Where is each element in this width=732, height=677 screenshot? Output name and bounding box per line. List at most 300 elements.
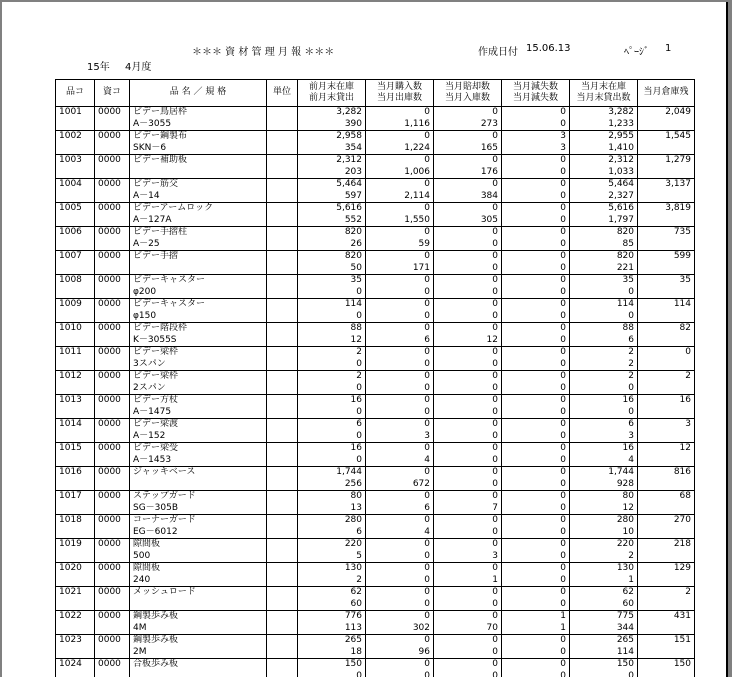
material-code: 0000 xyxy=(95,563,130,587)
item-spec xyxy=(133,599,263,611)
quantity-cell xyxy=(298,275,366,299)
quantity-bottom: 0 xyxy=(628,382,634,393)
table-row xyxy=(56,155,695,179)
quantity-cell xyxy=(366,275,434,299)
quantity-bottom: 59 xyxy=(418,238,430,249)
quantity-top: 2 xyxy=(628,371,634,381)
quantity-top: 1,744 xyxy=(608,467,634,477)
quantity-cell xyxy=(434,563,502,587)
quantity-top: 0 xyxy=(560,659,566,669)
material-code: 0000 xyxy=(95,299,130,323)
unit xyxy=(267,251,298,275)
item-name-spec xyxy=(130,443,267,467)
quantity-bottom: 1 xyxy=(492,574,498,585)
quantity-cell xyxy=(570,299,638,323)
warehouse-remaining: 2 xyxy=(638,371,695,395)
quantity-bottom: 176 xyxy=(480,166,498,177)
table-row xyxy=(56,251,695,275)
unit xyxy=(267,131,298,155)
warehouse-remaining: 68 xyxy=(638,491,695,515)
quantity-cell xyxy=(366,635,434,659)
quantity-cell xyxy=(502,515,570,539)
quantity-bottom: 0 xyxy=(492,646,498,657)
item-name-spec xyxy=(130,371,267,395)
quantity-top: 0 xyxy=(424,563,430,573)
quantity-cell xyxy=(298,611,366,635)
column-header xyxy=(95,80,130,107)
quantity-bottom: 0 xyxy=(628,406,634,417)
material-code: 0000 xyxy=(95,419,130,443)
item-code: 1013 xyxy=(56,395,95,419)
item-spec: A－1453 xyxy=(133,454,172,465)
warehouse-remaining: 129 xyxy=(638,563,695,587)
quantity-bottom: 18 xyxy=(350,646,362,657)
item-spec xyxy=(133,479,263,491)
item-name: ビデー方杖 xyxy=(133,395,179,405)
quantity-top: 0 xyxy=(560,323,566,333)
unit xyxy=(267,467,298,491)
item-spec: φ150 xyxy=(133,310,157,321)
quantity-bottom: 1,550 xyxy=(404,214,430,225)
quantity-cell xyxy=(502,395,570,419)
quantity-bottom: 1,797 xyxy=(608,214,634,225)
quantity-top: 0 xyxy=(492,131,498,141)
quantity-cell xyxy=(502,155,570,179)
quantity-top: 0 xyxy=(424,515,430,525)
quantity-bottom: 6 xyxy=(628,334,634,345)
table-row xyxy=(56,587,695,611)
item-spec: SG－305B xyxy=(133,502,179,513)
quantity-bottom: 0 xyxy=(424,286,430,297)
quantity-cell xyxy=(298,467,366,491)
item-spec: 500 xyxy=(133,550,151,561)
unit xyxy=(267,563,298,587)
quantity-cell xyxy=(502,323,570,347)
quantity-bottom: 0 xyxy=(356,670,362,677)
warehouse-remaining: 2 xyxy=(638,587,695,611)
quantity-bottom: 1,006 xyxy=(404,166,430,177)
quantity-cell xyxy=(366,179,434,203)
quantity-cell xyxy=(502,611,570,635)
warehouse-remaining: 82 xyxy=(638,323,695,347)
column-header-line: 当月減失数 xyxy=(512,93,558,103)
quantity-top: 0 xyxy=(492,515,498,525)
warehouse-remaining: 3,819 xyxy=(638,203,695,227)
quantity-bottom: 256 xyxy=(344,478,362,489)
quantity-cell xyxy=(298,203,366,227)
quantity-bottom: 390 xyxy=(344,118,362,129)
warehouse-remaining: 270 xyxy=(638,515,695,539)
quantity-bottom: 203 xyxy=(344,166,362,177)
quantity-top: 0 xyxy=(492,179,498,189)
column-header-line: 当月出庫数 xyxy=(376,93,422,103)
quantity-top: 1 xyxy=(560,611,566,621)
quantity-bottom: 4 xyxy=(424,526,430,537)
quantity-top: 6 xyxy=(628,419,634,429)
unit xyxy=(267,347,298,371)
item-name-spec xyxy=(130,347,267,371)
quantity-top: 0 xyxy=(492,203,498,213)
quantity-cell xyxy=(298,419,366,443)
item-name: ビデー鳥居枠 xyxy=(133,107,188,117)
quantity-cell xyxy=(298,491,366,515)
quantity-cell xyxy=(366,539,434,563)
quantity-bottom: 0 xyxy=(560,118,566,129)
item-code: 1014 xyxy=(56,419,95,443)
column-header-line: 単位 xyxy=(272,87,291,98)
quantity-top: 0 xyxy=(560,419,566,429)
quantity-top: 35 xyxy=(350,275,362,285)
column-header-line: 当月倉庫残 xyxy=(643,87,689,98)
quantity-top: 62 xyxy=(622,587,634,597)
column-header-line: 前月末在庫 xyxy=(308,81,354,92)
material-code: 0000 xyxy=(95,467,130,491)
quantity-cell xyxy=(434,323,502,347)
quantity-bottom: 0 xyxy=(356,358,362,369)
warehouse-remaining: 1,279 xyxy=(638,155,695,179)
quantity-top: 0 xyxy=(560,107,566,117)
quantity-bottom: 6 xyxy=(424,502,430,513)
quantity-top: 0 xyxy=(424,107,430,117)
warehouse-remaining: 12 xyxy=(638,443,695,467)
quantity-cell xyxy=(570,467,638,491)
quantity-top: 0 xyxy=(492,539,498,549)
quantity-top: 0 xyxy=(492,251,498,261)
quantity-cell xyxy=(366,563,434,587)
column-header-line: 当月末貸出数 xyxy=(576,93,631,103)
quantity-top: 0 xyxy=(492,347,498,357)
quantity-cell xyxy=(502,539,570,563)
quantity-bottom: 384 xyxy=(480,190,498,201)
item-name-spec xyxy=(130,299,267,323)
item-name-spec xyxy=(130,659,267,677)
quantity-cell xyxy=(434,203,502,227)
table-row xyxy=(56,275,695,299)
quantity-cell xyxy=(502,467,570,491)
material-code: 0000 xyxy=(95,587,130,611)
quantity-cell xyxy=(298,371,366,395)
quantity-bottom: 0 xyxy=(424,598,430,609)
quantity-top: 0 xyxy=(424,131,430,141)
quantity-bottom: 0 xyxy=(560,358,566,369)
quantity-bottom: 0 xyxy=(492,262,498,273)
quantity-cell xyxy=(298,131,366,155)
quantity-top: 0 xyxy=(560,347,566,357)
quantity-top: 88 xyxy=(350,323,362,333)
item-name-spec xyxy=(130,395,267,419)
quantity-top: 0 xyxy=(560,203,566,213)
quantity-top: 80 xyxy=(622,491,634,501)
material-code: 0000 xyxy=(95,539,130,563)
quantity-bottom: 302 xyxy=(412,622,430,633)
quantity-top: 3,282 xyxy=(336,107,362,117)
quantity-bottom: 0 xyxy=(560,166,566,177)
item-name: 隙間板 xyxy=(133,539,161,549)
item-name-spec xyxy=(130,251,267,275)
quantity-bottom: 12 xyxy=(486,334,498,345)
quantity-bottom: 344 xyxy=(616,622,634,633)
item-code: 1022 xyxy=(56,611,95,635)
quantity-cell xyxy=(570,131,638,155)
quantity-cell xyxy=(434,635,502,659)
quantity-bottom: 1,410 xyxy=(608,142,634,153)
quantity-top: 0 xyxy=(424,611,430,621)
quantity-top: 0 xyxy=(492,155,498,165)
quantity-cell xyxy=(434,155,502,179)
quantity-cell xyxy=(366,371,434,395)
quantity-top: 2,958 xyxy=(336,131,362,141)
quantity-top: 0 xyxy=(560,227,566,237)
quantity-top: 16 xyxy=(622,443,634,453)
quantity-cell xyxy=(366,251,434,275)
quantity-top: 1,744 xyxy=(336,467,362,477)
quantity-top: 5,616 xyxy=(608,203,634,213)
column-header-line: 当月入庫数 xyxy=(444,93,490,103)
column-header xyxy=(638,80,695,107)
quantity-cell xyxy=(434,371,502,395)
quantity-cell xyxy=(434,227,502,251)
item-name-spec xyxy=(130,467,267,491)
quantity-top: 0 xyxy=(492,491,498,501)
unit xyxy=(267,491,298,515)
quantity-bottom: 0 xyxy=(560,550,566,561)
quantity-cell xyxy=(298,107,366,131)
material-code: 0000 xyxy=(95,395,130,419)
quantity-cell xyxy=(570,419,638,443)
unit xyxy=(267,443,298,467)
quantity-bottom: 273 xyxy=(480,118,498,129)
quantity-bottom: 0 xyxy=(560,286,566,297)
item-code: 1018 xyxy=(56,515,95,539)
item-name-spec xyxy=(130,635,267,659)
quantity-cell xyxy=(502,443,570,467)
quantity-cell xyxy=(298,179,366,203)
item-spec: K－3055S xyxy=(133,334,177,345)
unit xyxy=(267,299,298,323)
quantity-bottom: 2,114 xyxy=(404,190,430,201)
item-spec: 3スパン xyxy=(133,358,166,369)
unit xyxy=(267,107,298,131)
warehouse-remaining: 151 xyxy=(638,635,695,659)
quantity-top: 0 xyxy=(424,227,430,237)
warehouse-remaining: 218 xyxy=(638,539,695,563)
quantity-cell xyxy=(366,611,434,635)
item-name: ビデー手摺 xyxy=(133,251,179,261)
item-name: ビデー梁渡 xyxy=(133,419,179,429)
item-code: 1024 xyxy=(56,659,95,677)
item-name-spec xyxy=(130,131,267,155)
column-header xyxy=(434,80,502,107)
quantity-top: 0 xyxy=(492,587,498,597)
period-month: 4月度 xyxy=(125,62,152,73)
quantity-cell xyxy=(298,443,366,467)
item-spec: SKN－6 xyxy=(133,142,167,153)
column-header xyxy=(570,80,638,107)
item-spec: A－127A xyxy=(133,214,172,225)
quantity-cell xyxy=(366,515,434,539)
item-name: ステップガード xyxy=(133,491,196,501)
quantity-bottom: 0 xyxy=(560,526,566,537)
quantity-bottom: 114 xyxy=(616,646,634,657)
warehouse-remaining: 3,137 xyxy=(638,179,695,203)
quantity-cell xyxy=(366,107,434,131)
quantity-bottom: 0 xyxy=(356,286,362,297)
table-row xyxy=(56,323,695,347)
quantity-bottom: 0 xyxy=(560,310,566,321)
item-spec xyxy=(133,671,263,677)
item-code: 1021 xyxy=(56,587,95,611)
quantity-cell xyxy=(434,395,502,419)
item-name: 鋼製歩み板 xyxy=(133,635,179,645)
item-name: 合板歩み板 xyxy=(133,659,179,669)
quantity-cell xyxy=(502,371,570,395)
item-code: 1023 xyxy=(56,635,95,659)
quantity-bottom: 7 xyxy=(492,502,498,513)
unit xyxy=(267,323,298,347)
quantity-bottom: 1,224 xyxy=(404,142,430,153)
quantity-bottom: 0 xyxy=(560,670,566,677)
table-row xyxy=(56,659,695,677)
unit xyxy=(267,227,298,251)
quantity-cell xyxy=(298,539,366,563)
quantity-cell xyxy=(502,275,570,299)
column-header xyxy=(130,80,267,107)
quantity-top: 0 xyxy=(424,323,430,333)
quantity-cell xyxy=(570,227,638,251)
quantity-bottom: 928 xyxy=(616,478,634,489)
item-code: 1004 xyxy=(56,179,95,203)
quantity-bottom: 60 xyxy=(622,598,634,609)
warehouse-remaining: 816 xyxy=(638,467,695,491)
quantity-bottom: 3 xyxy=(424,430,430,441)
item-name: ビデー鋼製布 xyxy=(133,131,188,141)
quantity-bottom: 0 xyxy=(560,430,566,441)
material-code: 0000 xyxy=(95,323,130,347)
material-code: 0000 xyxy=(95,179,130,203)
quantity-top: 0 xyxy=(424,491,430,501)
quantity-cell xyxy=(570,635,638,659)
quantity-top: 0 xyxy=(424,443,430,453)
quantity-bottom: 0 xyxy=(492,406,498,417)
quantity-bottom: 85 xyxy=(622,238,634,249)
quantity-bottom: 0 xyxy=(492,238,498,249)
quantity-top: 114 xyxy=(344,299,362,309)
quantity-top: 820 xyxy=(616,227,634,237)
quantity-top: 0 xyxy=(424,587,430,597)
quantity-cell xyxy=(434,419,502,443)
inventory-table xyxy=(55,79,695,677)
quantity-top: 0 xyxy=(560,635,566,645)
item-spec: A－14 xyxy=(133,190,160,201)
quantity-cell xyxy=(366,155,434,179)
quantity-bottom: 0 xyxy=(424,358,430,369)
table-row xyxy=(56,635,695,659)
item-spec: 2スパン xyxy=(133,382,166,393)
item-spec: EG－6012 xyxy=(133,526,178,537)
quantity-top: 0 xyxy=(560,539,566,549)
warehouse-remaining: 3 xyxy=(638,419,695,443)
quantity-cell xyxy=(570,347,638,371)
quantity-cell xyxy=(298,515,366,539)
quantity-top: 820 xyxy=(344,251,362,261)
quantity-top: 5,464 xyxy=(336,179,362,189)
item-name: ビデーキャスター xyxy=(133,275,206,285)
unit xyxy=(267,179,298,203)
quantity-top: 0 xyxy=(560,371,566,381)
table-row xyxy=(56,179,695,203)
warehouse-remaining: 599 xyxy=(638,251,695,275)
item-name-spec xyxy=(130,227,267,251)
quantity-top: 775 xyxy=(616,611,634,621)
quantity-bottom: 3 xyxy=(628,430,634,441)
quantity-bottom: 1,033 xyxy=(608,166,634,177)
quantity-cell xyxy=(570,203,638,227)
quantity-cell xyxy=(570,611,638,635)
quantity-bottom: 26 xyxy=(350,238,362,249)
quantity-cell xyxy=(298,395,366,419)
item-name: ビデー梁受 xyxy=(133,443,179,453)
table-row xyxy=(56,347,695,371)
quantity-bottom: 0 xyxy=(424,382,430,393)
material-code: 0000 xyxy=(95,347,130,371)
item-code: 1020 xyxy=(56,563,95,587)
quantity-cell xyxy=(570,275,638,299)
quantity-top: 280 xyxy=(344,515,362,525)
quantity-bottom: 4 xyxy=(628,454,634,465)
quantity-top: 0 xyxy=(424,371,430,381)
quantity-top: 0 xyxy=(424,251,430,261)
item-name: メッシュロード xyxy=(133,587,196,597)
warehouse-remaining: 2,049 xyxy=(638,107,695,131)
quantity-cell xyxy=(570,323,638,347)
quantity-bottom: 354 xyxy=(344,142,362,153)
unit xyxy=(267,587,298,611)
item-name: ビデー梁枠 xyxy=(133,347,179,357)
column-header-line: 品コ xyxy=(65,87,84,98)
quantity-top: 0 xyxy=(492,659,498,669)
column-header-line: 品 名 ／ 規 格 xyxy=(169,87,227,98)
material-code: 0000 xyxy=(95,227,130,251)
quantity-bottom: 10 xyxy=(622,526,634,537)
column-header xyxy=(366,80,434,107)
quantity-cell xyxy=(434,275,502,299)
item-spec: 240 xyxy=(133,574,151,585)
quantity-top: 16 xyxy=(350,395,362,405)
quantity-cell xyxy=(298,323,366,347)
quantity-cell xyxy=(570,179,638,203)
quantity-bottom: 0 xyxy=(424,406,430,417)
column-header-line: 当月減失数 xyxy=(512,81,558,92)
quantity-cell xyxy=(502,563,570,587)
quantity-top: 0 xyxy=(424,347,430,357)
quantity-top: 3,282 xyxy=(608,107,634,117)
quantity-top: 0 xyxy=(560,155,566,165)
quantity-bottom: 96 xyxy=(418,646,430,657)
quantity-bottom: 0 xyxy=(560,334,566,345)
quantity-cell xyxy=(502,131,570,155)
created-date: 15.06.13 xyxy=(526,43,571,54)
quantity-top: 0 xyxy=(492,443,498,453)
quantity-cell xyxy=(366,203,434,227)
quantity-top: 6 xyxy=(356,419,362,429)
quantity-bottom: 0 xyxy=(628,670,634,677)
item-name: ビデーアームロック xyxy=(133,203,214,213)
quantity-top: 0 xyxy=(492,467,498,477)
quantity-top: 0 xyxy=(560,275,566,285)
quantity-bottom: 0 xyxy=(492,382,498,393)
unit xyxy=(267,155,298,179)
quantity-cell xyxy=(502,419,570,443)
